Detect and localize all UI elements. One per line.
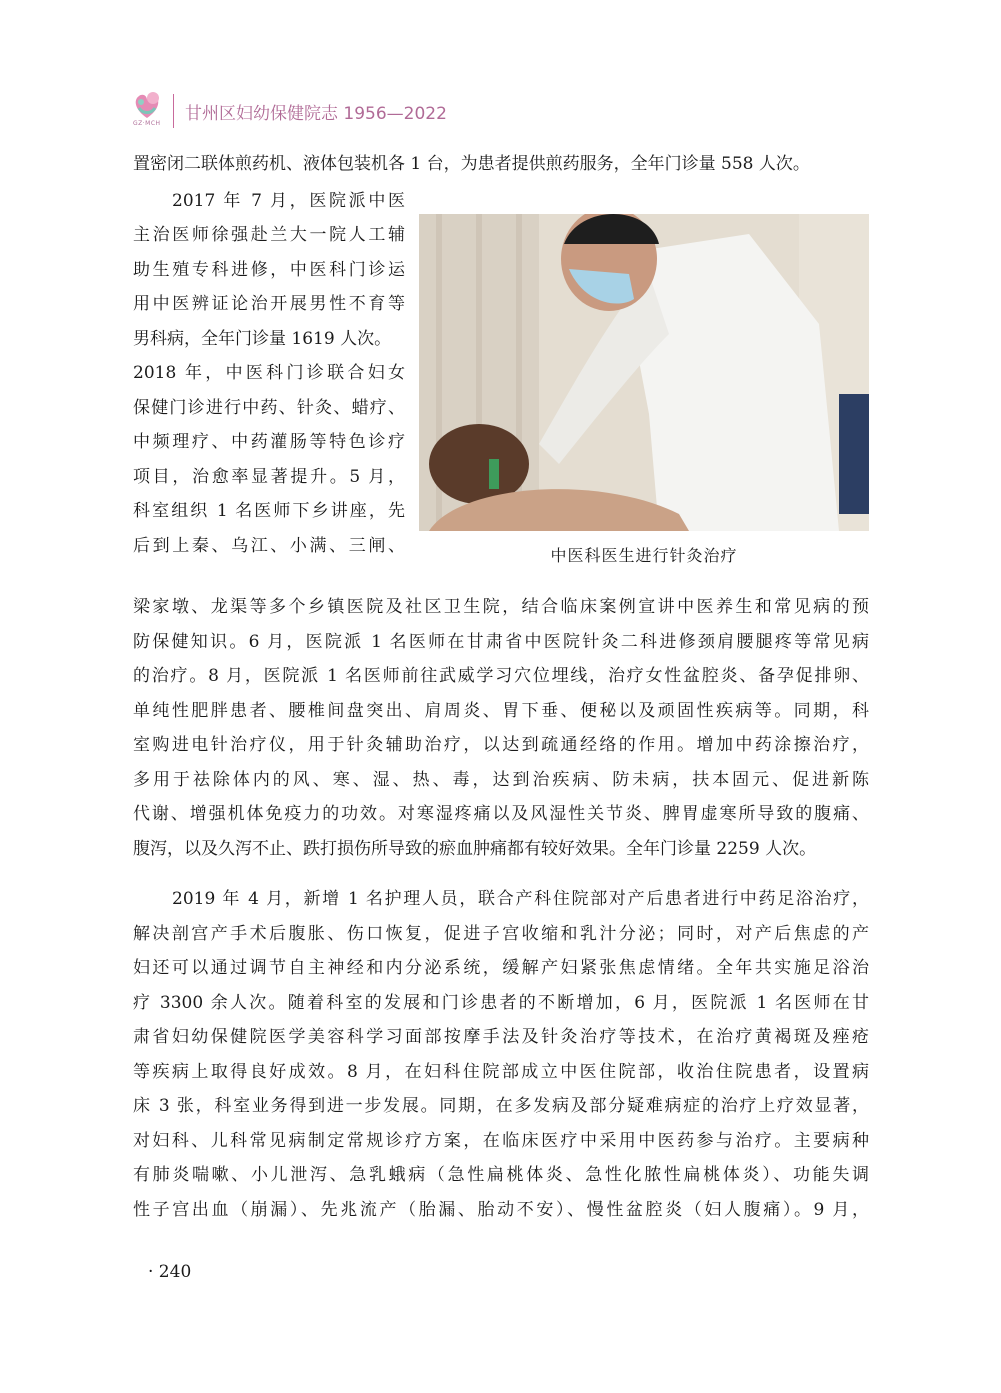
body-line: 2019 年 4 月，新增 1 名护理人员，联合产科住院部对产后患者进行中药足浴治疗，	[172, 889, 869, 909]
photo-illustration	[419, 214, 869, 531]
body-line: 肃省妇幼保健院医学美容科学习面部按摩手法及针灸治疗等技术，在治疗黄褐斑及痤疮	[133, 1027, 869, 1047]
body-line: 2018 年，中医科门诊联合妇女	[133, 363, 405, 383]
body-line: 性子宫出血（崩漏）、先兆流产（胎漏、胎动不安）、慢性盆腔炎（妇人腹痛）。9 月，	[133, 1200, 869, 1220]
body-line: 科室组织 1 名医师下乡讲座，先	[133, 501, 405, 521]
body-line: 腹泻，以及久泻不止、跌打损伤所导致的瘀血肿痛都有较好效果。全年门诊量 2259 人次。	[133, 839, 817, 859]
header-divider	[173, 94, 174, 128]
body-line: 项目，治愈率显著提升。5 月，	[133, 467, 405, 487]
body-line: 疗 3300 余人次。随着科室的发展和门诊患者的不断增加，6 月，医院派 1 名医师在甘	[133, 993, 869, 1013]
body-line: 等疾病上取得良好成效。8 月，在妇科住院部成立中医住院部，收治住院患者，设置病	[133, 1062, 869, 1082]
body-line: 梁家墩、龙渠等多个乡镇医院及社区卫生院，结合临床案例宣讲中医养生和常见病的预	[133, 597, 869, 617]
body-line: 保健门诊进行中药、针灸、蜡疗、	[133, 398, 405, 418]
page-number: · 240	[148, 1262, 192, 1282]
body-line: 中频理疗、中药灌肠等特色诊疗	[133, 432, 405, 452]
body-line: 的治疗。8 月，医院派 1 名医师前往武威学习穴位埋线，治疗女性盆腔炎、备孕促排卵、	[133, 666, 869, 686]
body-line: 助生殖专科进修，中医科门诊运	[133, 260, 405, 280]
body-line: 后到上秦、乌江、小满、三闸、	[133, 536, 405, 556]
body-line: 用中医辨证论治开展男性不育等	[133, 294, 405, 314]
figure-caption: 中医科医生进行针灸治疗	[550, 546, 738, 565]
body-line: 多用于祛除体内的风、寒、湿、热、毒，达到治疾病、防未病，扶本固元、促进新陈	[133, 770, 869, 790]
body-line: 置密闭二联体煎药机、液体包装机各 1 台，为患者提供煎药服务，全年门诊量 558 人次。	[133, 154, 810, 174]
body-line: 妇还可以通过调节自主神经和内分泌系统，缓解产妇紧张焦虑情绪。全年共实施足浴治	[133, 958, 869, 978]
body-line: 防保健知识。6 月，医院派 1 名医师在甘肃省中医院针灸二科进修颈肩腰腿疼等常见病	[133, 632, 869, 652]
acupuncture-photo	[419, 214, 869, 531]
body-line: 男科病，全年门诊量 1619 人次。	[133, 329, 392, 349]
body-line: 床 3 张，科室业务得到进一步发展。同期，在多发病及部分疑难病症的治疗上疗效显著，	[133, 1096, 869, 1116]
body-line: 对妇科、儿科常见病制定常规诊疗方案，在临床医疗中采用中医药参与治疗。主要病种	[133, 1131, 869, 1151]
body-line: 解决剖宫产手术后腹胀、伤口恢复，促进子宫收缩和乳汁分泌；同时，对产后焦虑的产	[133, 924, 869, 944]
logo-text: GZ·MCH	[133, 120, 161, 127]
body-line: 室购进电针治疗仪，用于针灸辅助治疗，以达到疏通经络的作用。增加中药涂擦治疗，	[133, 735, 869, 755]
header-title: 甘州区妇幼保健院志 1956—2022	[185, 104, 447, 124]
body-line: 单纯性肥胖患者、腰椎间盘突出、肩周炎、胃下垂、便秘以及顽固性疾病等。同期，科	[133, 701, 869, 721]
body-line: 代谢、增强机体免疫力的功效。对寒湿疼痛以及风湿性关节炎、脾胃虚寒所导致的腹痛、	[133, 804, 869, 824]
body-line: 主治医师徐强赴兰大一院人工辅	[133, 225, 405, 245]
body-line: 有肺炎喘嗽、小儿泄泻、急乳蛾病（急性扁桃体炎、急性化脓性扁桃体炎）、功能失调	[133, 1165, 869, 1185]
body-line: 2017 年 7 月，医院派中医	[172, 191, 405, 211]
